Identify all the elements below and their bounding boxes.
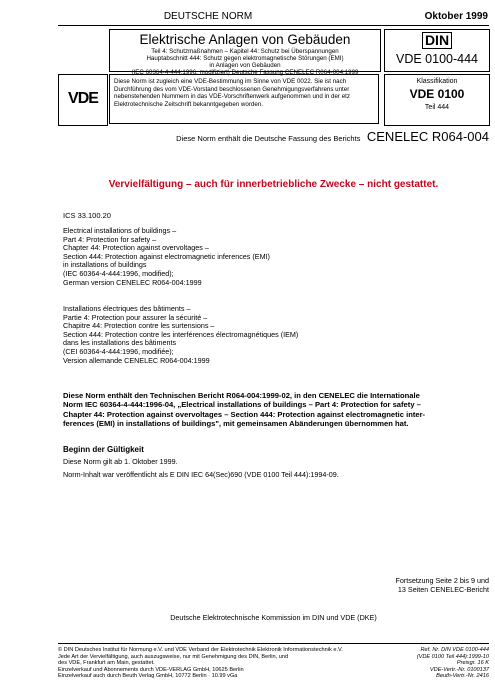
french-line: Installations électriques des bâtiments – (63, 304, 191, 313)
adoption-line: Chapter 44: Protection against overvoltages – Section 444: Protection against electromagnetic inter- (63, 409, 426, 419)
english-line: Section 444: Protection against electromagnetic inferences (EMI) (63, 251, 270, 261)
french-line: dans les installations des bâtiments (63, 338, 177, 348)
continuation-line: Fortsetzung Seite 2 bis 9 und (395, 576, 489, 585)
vde-logo-box (58, 74, 108, 126)
french-line: Partie 4: Protection pour assurer la sécurité – (63, 312, 208, 322)
version-statement (58, 128, 489, 146)
english-line: Electrical installations of buildings – (63, 226, 177, 235)
previous-publication-text: Norm-Inhalt war veröffentlicht als E DIN IEC 64(Sec)690 (VDE 0100 Teil 444):1994-09. (63, 470, 339, 479)
validity-text: Diese Norm gilt ab 1. Oktober 1999. (63, 457, 178, 466)
english-line: in installations of buildings (63, 260, 147, 270)
english-line: (IEC 60364-4-444:1996, modified); (63, 268, 174, 278)
vde-logo: VDE (68, 90, 98, 107)
norm-type-label: DEUTSCHE NORM (163, 11, 253, 22)
header-rule (58, 25, 489, 26)
adoption-line: Diese Norm enthält den Technischen Bericht R064-004:1999-02, in den CENELEC die Internationale (63, 391, 420, 400)
continuation-note (330, 576, 489, 594)
version-code: CENELEC R064-004 (366, 129, 489, 144)
english-line: Chapter 44: Protection against overvoltages – (63, 243, 209, 253)
footer-line: des VDE, Frankfurt am Main, gestattet. (58, 660, 155, 666)
reference-line: (VDE 0100 Teil 444):1999-10 (416, 653, 489, 660)
issue-date: Oktober 1999 (424, 11, 488, 22)
din-logo: DIN (422, 32, 452, 49)
footer-line: Einzelverkauf auch durch Beuth Verlag GmbH, 10772 Berlin · 10.99 vGa (58, 673, 238, 679)
footer-line: © DIN Deutsches Institut für Normung e.V. und VDE Verband der Elektrotechnik Elektronik Informationstechnik e.V. (58, 647, 343, 653)
din-block (384, 29, 490, 72)
validity-heading: Beginn der Gültigkeit (63, 445, 144, 454)
adoption-line: ferences (EMI) in installations of buildings", mit gemeinsamen Abänderungen übernommen hat. (63, 419, 409, 429)
english-line: German version CENELEC R064-004:1999 (63, 277, 202, 287)
info-line: nebenstehenden Nummern in das VDE-Vorschriftenwerk aufgenommen und in der etz (114, 93, 350, 101)
subtitle-line: Hauptabschnitt 444: Schutz gegen elektromagnetische Störungen (EMI) (146, 55, 344, 62)
footer-line: Einzelverkauf und Abonnements durch VDE-VERLAG GmbH, 10625 Berlin (58, 666, 244, 673)
info-line: Durchführung des vom VDE-Vorstand beschlossenen Genehmigungsverfahrens unter (114, 85, 350, 93)
document-subtitle (110, 48, 380, 76)
reference-line: Ref. Nr. DIN VDE 0100-444 (420, 647, 489, 653)
adoption-statement (63, 391, 489, 429)
footer-rule (58, 643, 489, 644)
version-text: Diese Norm enthält die Deutsche Fassung des Berichts (176, 134, 361, 143)
copyright-footer (58, 647, 388, 680)
french-line: (CEI 60364-4-444:1996, modifiée); (63, 346, 174, 356)
vde-info-text (109, 74, 379, 124)
french-line: Version allemande CENELEC R064-004:1999 (63, 355, 210, 365)
reference-footer (370, 647, 489, 680)
classification-block (384, 74, 490, 126)
continuation-line: 13 Seiten CENELEC-Bericht (397, 585, 489, 594)
reference-line: Preisgr. 16 K (456, 660, 489, 666)
subtitle-line: (IEC 60364-4-444:1996, modifiziert) Deutsche Fassung CENELEC R064-004:1999 (131, 69, 359, 76)
classification-label: Klassifikation (416, 78, 458, 85)
english-title (63, 227, 270, 287)
subtitle-line: Teil 4: Schutzmaßnahmen – Kapitel 44: Schutz bei Überspannungen (151, 48, 339, 55)
subtitle-line: in Anlagen von Gebäuden (209, 62, 281, 69)
din-number: VDE 0100-444 (395, 52, 478, 66)
title-block (109, 29, 381, 76)
french-line: Section 444: Protection contre les interférences électromagnétiques (IEM) (63, 329, 299, 339)
info-line: Diese Norm ist zugleich eine VDE-Bestimmung im Sinne von VDE 0022. Sie ist nach (114, 78, 347, 85)
reference-line: Beuth-Vertr.-Nr. 2416 (436, 673, 489, 679)
classification-part: Teil 444 (424, 104, 450, 111)
adoption-line: Norm IEC 60364-4-444:1996-04, „Electrical installations of buildings – Part 4: Protection for safety – (63, 400, 421, 410)
ics-code: ICS 33.100.20 (63, 211, 111, 220)
french-line: Chapitre 44: Protection contre les surtensions – (63, 321, 215, 331)
info-line: Elektrotechnische Zeitschrift bekanntgegeben worden. (114, 100, 263, 108)
french-title (63, 305, 298, 365)
reference-line: VDE-Vertr.-Nr. 0100137 (429, 666, 489, 673)
english-line: Part 4: Protection for safety – (63, 234, 157, 244)
footer-line: Jede Art der Vervielfältigung, auch auszugsweise, nur mit Genehmigung des DIN, Berlin, und (58, 653, 289, 660)
classification-value: VDE 0100 (409, 87, 465, 101)
commission-name: Deutsche Elektrotechnische Kommission im DIN und VDE (DKE) (170, 613, 377, 622)
document-title: Elektrische Anlagen von Gebäuden (139, 32, 351, 47)
copy-warning: Vervielfältigung – auch für innerbetriebliche Zwecke – nicht gestattet. (108, 179, 439, 190)
